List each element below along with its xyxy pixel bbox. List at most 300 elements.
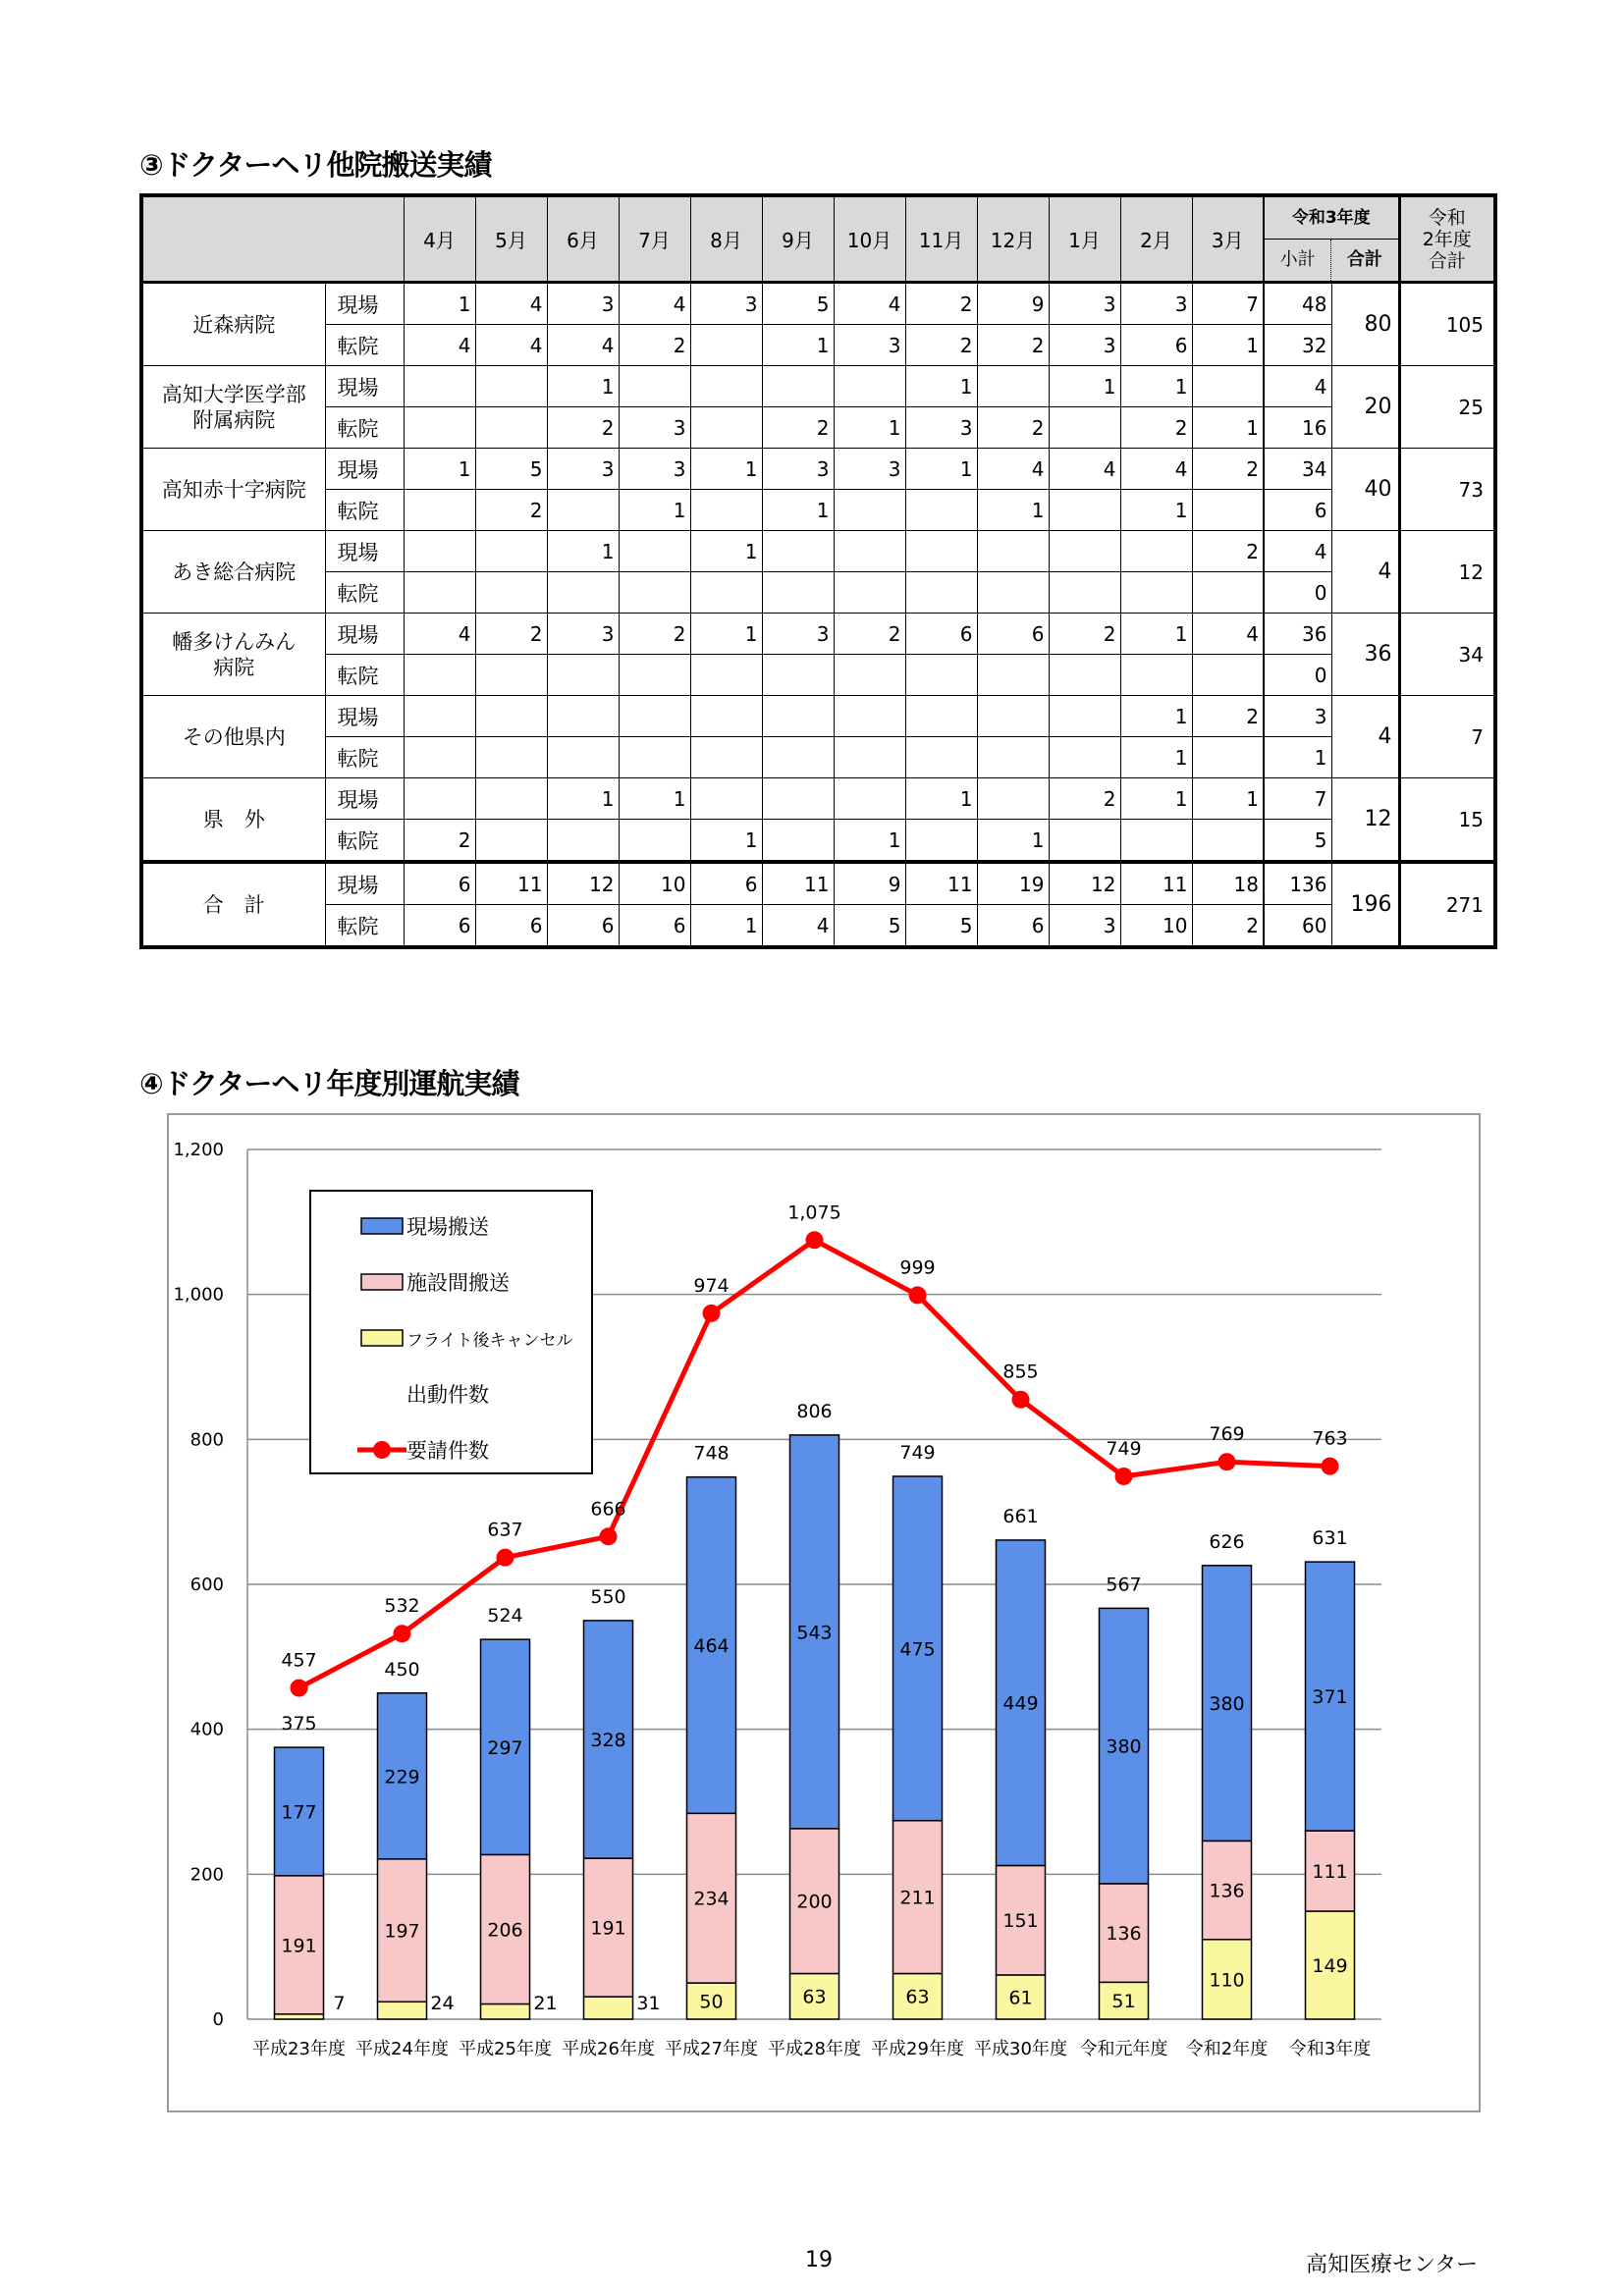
x-tick-label: 平成28年度 [768,2039,861,2059]
y-tick-label: 1,000 [173,1284,224,1306]
hospital-name [141,614,325,696]
hospital-name-line: その他県内 [182,724,286,749]
hospital-name-line: あき総合病院 [172,560,297,584]
month-cell [1192,366,1264,407]
month-cell: 4 [762,905,834,948]
legend-label: フライト後キャンセル [406,1331,573,1351]
bar-value-label: 380 [1209,1693,1245,1716]
month-header: 10月 [834,195,905,283]
table-row [141,862,1495,905]
month-cell: 2 [547,407,619,449]
month-cell [619,366,690,407]
month-cell: 1 [905,778,977,820]
month-cell [619,655,690,696]
bar-value-label: 328 [590,1730,626,1752]
kind-label: 現場 [325,531,404,572]
bar-value-label: 206 [487,1919,523,1942]
month-cell: 11 [1120,862,1192,905]
month-cell: 2 [977,325,1049,366]
month-cell [475,407,547,449]
bar-value-label: 21 [533,1993,558,2014]
month-cell: 1 [762,490,834,531]
hospital-name-line: 近森病院 [192,312,276,337]
kind-label: 転院 [325,572,404,614]
prev-year-cell: 73 [1399,449,1495,531]
total-cell: 4 [1331,531,1399,614]
y-tick-label: 600 [189,1575,224,1595]
month-cell [404,737,475,778]
kind-label: 現場 [325,778,404,820]
kind-label: 現場 [325,449,404,490]
x-tick-label: 平成29年度 [871,2039,964,2059]
request-label: 666 [590,1498,626,1521]
month-cell [905,572,977,614]
bar-value-label: 297 [487,1736,523,1759]
month-cell [1192,490,1264,531]
month-cell: 19 [977,862,1049,905]
total-cell: 196 [1331,862,1399,947]
x-tick-label: 平成25年度 [459,2039,552,2059]
hospital-name-line: 幡多けんみん [172,629,297,654]
month-header: 4月 [404,195,475,283]
month-cell: 1 [905,366,977,407]
month-cell: 6 [905,614,977,655]
month-cell [547,655,619,696]
month-cell: 3 [1049,325,1120,366]
table-row [141,614,1495,655]
legend-label: 施設間搬送 [406,1271,510,1295]
month-cell: 1 [404,449,475,490]
bar-value-label: 50 [699,1991,724,2013]
x-tick-label: 平成27年度 [665,2039,758,2059]
y-tick-label: 0 [212,2009,224,2030]
month-cell [404,572,475,614]
table-row [141,366,1495,407]
request-point [703,1305,721,1322]
month-cell [619,531,690,572]
request-point [909,1286,927,1304]
fy-header [1264,195,1399,283]
month-cell: 1 [1120,696,1192,737]
month-cell [475,531,547,572]
request-point [291,1680,308,1697]
x-tick-label: 平成26年度 [562,2039,655,2059]
y-tick-label: 800 [189,1429,224,1451]
month-cell: 6 [977,905,1049,948]
month-cell [404,407,475,449]
month-cell [1049,490,1120,531]
hospital-name-line: 高知大学医学部 [161,382,306,406]
kind-label: 転院 [325,820,404,863]
month-cell: 2 [475,490,547,531]
hospital-name [141,531,325,614]
month-cell [1049,407,1120,449]
hospital-name [141,283,325,366]
month-cell: 1 [977,490,1049,531]
month-cell [1192,572,1264,614]
request-label: 457 [281,1649,317,1672]
kind-label: 転院 [325,655,404,696]
month-cell [1192,655,1264,696]
subtotal-cell: 136 [1264,862,1331,905]
month-cell: 3 [834,325,905,366]
prev-year-cell: 12 [1399,531,1495,614]
prev-year-header-line: 令和 [1428,206,1466,229]
month-cell [619,737,690,778]
month-cell [977,655,1049,696]
month-cell: 3 [1049,905,1120,948]
month-cell: 1 [619,778,690,820]
table-row [141,283,1495,325]
subtotal-cell: 5 [1264,820,1331,863]
request-point [806,1231,824,1249]
month-cell: 4 [1120,449,1192,490]
month-cell: 12 [547,862,619,905]
month-cell [690,655,762,696]
subtotal-cell: 36 [1264,614,1331,655]
month-cell: 1 [690,614,762,655]
month-header: 3月 [1192,195,1264,283]
month-cell: 4 [1049,449,1120,490]
x-tick-label: 令和2年度 [1185,2039,1269,2059]
total-label: 748 [693,1442,730,1465]
month-cell [762,531,834,572]
month-cell: 1 [1192,778,1264,820]
month-cell: 1 [690,531,762,572]
kind-label: 転院 [325,905,404,948]
month-cell [690,366,762,407]
bar-value-label: 371 [1312,1686,1348,1709]
bar-value-label: 200 [796,1891,833,1913]
month-cell [475,366,547,407]
table-row [141,572,1495,614]
month-cell: 3 [547,283,619,325]
month-cell: 1 [1120,778,1192,820]
subtotal-cell: 32 [1264,325,1331,366]
x-tick-label: 平成23年度 [252,2039,346,2059]
month-cell: 10 [1120,905,1192,948]
total-label: 375 [281,1713,317,1735]
table-row [141,696,1495,737]
month-cell: 1 [1120,737,1192,778]
prev-year-header-line: 2年度 [1422,228,1472,250]
hospital-name-line: 合 計 [202,892,265,917]
month-cell: 2 [1192,905,1264,948]
month-cell [905,655,977,696]
x-tick-label: 令和元年度 [1079,2039,1168,2059]
month-cell [1049,655,1120,696]
month-cell [762,572,834,614]
month-cell: 1 [1120,614,1192,655]
total-label: 550 [590,1585,626,1608]
month-cell: 2 [619,325,690,366]
month-cell: 9 [977,283,1049,325]
request-point [1115,1468,1133,1485]
month-cell [762,737,834,778]
bar-value-label: 191 [281,1935,317,1957]
subtotal-cell: 4 [1264,366,1331,407]
month-cell: 3 [1120,283,1192,325]
request-label: 637 [487,1519,523,1541]
month-cell [977,366,1049,407]
table-row [141,325,1495,366]
prev-year-header [1399,195,1495,283]
month-header: 5月 [475,195,547,283]
month-cell [762,778,834,820]
month-cell: 3 [619,407,690,449]
subtotal-cell: 0 [1264,572,1331,614]
month-cell: 4 [834,283,905,325]
bar-value-label: 191 [590,1917,626,1940]
bar-value-label: 380 [1106,1735,1142,1758]
bar-value-label: 61 [1008,1987,1033,2009]
bar-value-label: 229 [384,1766,420,1789]
bar-value-label: 211 [899,1887,936,1909]
month-cell [977,696,1049,737]
total-cell: 40 [1331,449,1399,531]
month-cell [834,366,905,407]
month-cell: 3 [619,449,690,490]
total-cell: 36 [1331,614,1399,696]
month-cell [905,820,977,863]
month-cell [905,696,977,737]
hospital-name [141,862,325,947]
month-cell [690,325,762,366]
legend-swatch [361,1274,403,1290]
month-cell: 7 [1192,283,1264,325]
month-cell [690,572,762,614]
month-cell: 12 [1049,862,1120,905]
month-cell [690,407,762,449]
total-cell: 80 [1331,283,1399,366]
month-cell: 6 [690,862,762,905]
month-cell [690,490,762,531]
month-cell: 4 [475,283,547,325]
total-cell: 12 [1331,778,1399,863]
month-cell: 3 [905,407,977,449]
legend-marker [373,1441,391,1459]
month-cell [404,490,475,531]
table-row [141,407,1495,449]
legend-swatch [361,1330,403,1346]
month-cell [475,820,547,863]
kind-label: 現場 [325,696,404,737]
total-label: 567 [1106,1574,1142,1596]
month-cell [977,531,1049,572]
month-cell [834,696,905,737]
month-cell: 1 [977,820,1049,863]
legend-label: 要請件数 [406,1439,489,1463]
month-cell: 1 [690,820,762,863]
month-cell [834,655,905,696]
y-tick-label: 400 [189,1719,224,1740]
month-cell [475,696,547,737]
total-label: 631 [1312,1527,1348,1550]
month-cell: 6 [619,905,690,948]
table-row [141,531,1495,572]
request-label: 532 [384,1595,420,1618]
month-cell [977,572,1049,614]
month-header: 8月 [690,195,762,283]
month-cell [977,778,1049,820]
bar-value-label: 151 [1002,1910,1039,1933]
month-header: 7月 [619,195,690,283]
section3-title: ③ドクターヘリ他院搬送実績 [139,148,492,182]
month-header: 1月 [1049,195,1120,283]
month-cell: 2 [1049,778,1120,820]
subtotal-cell: 7 [1264,778,1331,820]
subtotal-cell: 6 [1264,490,1331,531]
month-cell: 1 [1192,325,1264,366]
bar-value-label: 464 [693,1635,730,1658]
month-cell: 5 [905,905,977,948]
subtotal-cell: 1 [1264,737,1331,778]
prev-year-cell: 7 [1399,696,1495,778]
hospital-name [141,696,325,778]
total-cell: 4 [1331,696,1399,778]
month-cell: 11 [905,862,977,905]
prev-year-cell: 105 [1399,283,1495,366]
total-label: 450 [384,1658,420,1681]
month-cell [762,655,834,696]
bar-value-label: 63 [802,1986,827,2008]
month-cell [1049,572,1120,614]
hospital-name-line: 附属病院 [192,407,276,432]
month-cell [547,572,619,614]
total-label: 626 [1209,1530,1245,1553]
month-cell: 3 [547,614,619,655]
total-label: 524 [487,1605,523,1628]
month-cell [905,737,977,778]
hospital-name [141,366,325,449]
hospital-name [141,449,325,531]
bar-segment [378,2002,427,2019]
month-cell: 5 [834,905,905,948]
month-cell [690,737,762,778]
table-row [141,490,1495,531]
month-cell: 4 [404,614,475,655]
table-row [141,449,1495,490]
bar-value-label: 31 [636,1993,661,2014]
month-cell: 1 [1120,366,1192,407]
month-cell: 4 [547,325,619,366]
month-cell [547,490,619,531]
month-cell: 1 [1120,490,1192,531]
month-cell: 1 [834,820,905,863]
month-cell [547,820,619,863]
month-cell: 2 [1049,614,1120,655]
month-cell [404,655,475,696]
month-cell: 4 [977,449,1049,490]
x-tick-label: 平成30年度 [974,2039,1067,2059]
request-point [1218,1453,1236,1470]
month-cell: 1 [547,531,619,572]
request-label: 974 [693,1274,730,1297]
bar-value-label: 234 [693,1888,730,1910]
month-cell: 2 [834,614,905,655]
transport-table [139,193,1497,949]
month-cell [1049,696,1120,737]
month-cell [834,778,905,820]
kind-label: 転院 [325,490,404,531]
month-cell: 2 [1192,696,1264,737]
month-cell: 6 [1120,325,1192,366]
bar-value-label: 136 [1209,1880,1245,1902]
request-point [1012,1391,1030,1409]
request-label: 999 [899,1256,936,1279]
month-cell [404,778,475,820]
kind-label: 転院 [325,737,404,778]
month-cell [834,737,905,778]
request-label: 855 [1002,1361,1039,1383]
month-cell [404,366,475,407]
month-cell: 1 [762,325,834,366]
month-cell: 1 [547,778,619,820]
total-label: 661 [1002,1505,1039,1527]
bar-value-label: 24 [430,1993,455,2014]
month-cell [1049,737,1120,778]
month-cell [977,737,1049,778]
bar-value-label: 149 [1312,1954,1348,1977]
corner-header [141,195,404,283]
hospital-name-line: 高知赤十字病院 [161,477,306,502]
month-cell [690,778,762,820]
legend-label: 現場搬送 [406,1215,489,1239]
subtotal-cell: 48 [1264,283,1331,325]
month-cell: 1 [547,366,619,407]
month-cell [834,490,905,531]
month-cell [834,531,905,572]
month-cell: 2 [1192,449,1264,490]
month-header: 9月 [762,195,834,283]
month-cell: 2 [1120,407,1192,449]
month-cell [475,572,547,614]
kind-label: 転院 [325,407,404,449]
month-cell: 1 [404,283,475,325]
month-cell: 3 [762,614,834,655]
y-tick-label: 1,200 [173,1140,224,1160]
bar-value-label: 7 [333,1993,346,2014]
hospital-name-line: 病院 [213,655,255,679]
request-label: 1,075 [787,1201,841,1224]
bar-value-label: 197 [384,1920,420,1943]
request-point [1322,1458,1339,1475]
month-cell: 2 [1192,531,1264,572]
total-header: 合計 [1330,240,1397,281]
month-cell [547,696,619,737]
hospital-name-line: 県 外 [202,807,265,831]
month-cell: 11 [762,862,834,905]
bar-value-label: 449 [1002,1692,1039,1715]
table-row [141,820,1495,863]
subtotal-cell: 4 [1264,531,1331,572]
month-cell: 2 [905,283,977,325]
month-cell: 3 [547,449,619,490]
month-cell: 4 [404,325,475,366]
month-cell: 2 [404,820,475,863]
bar-value-label: 543 [796,1622,833,1644]
month-cell [475,737,547,778]
month-cell: 10 [619,862,690,905]
bar-value-label: 51 [1111,1991,1136,2013]
month-cell: 6 [977,614,1049,655]
request-label: 769 [1209,1423,1245,1446]
bar-value-label: 110 [1209,1969,1245,1992]
month-cell [475,778,547,820]
x-tick-label: 平成24年度 [355,2039,449,2059]
month-cell: 3 [762,449,834,490]
section4-title: ④ドクターヘリ年度別運航実績 [139,1067,519,1100]
